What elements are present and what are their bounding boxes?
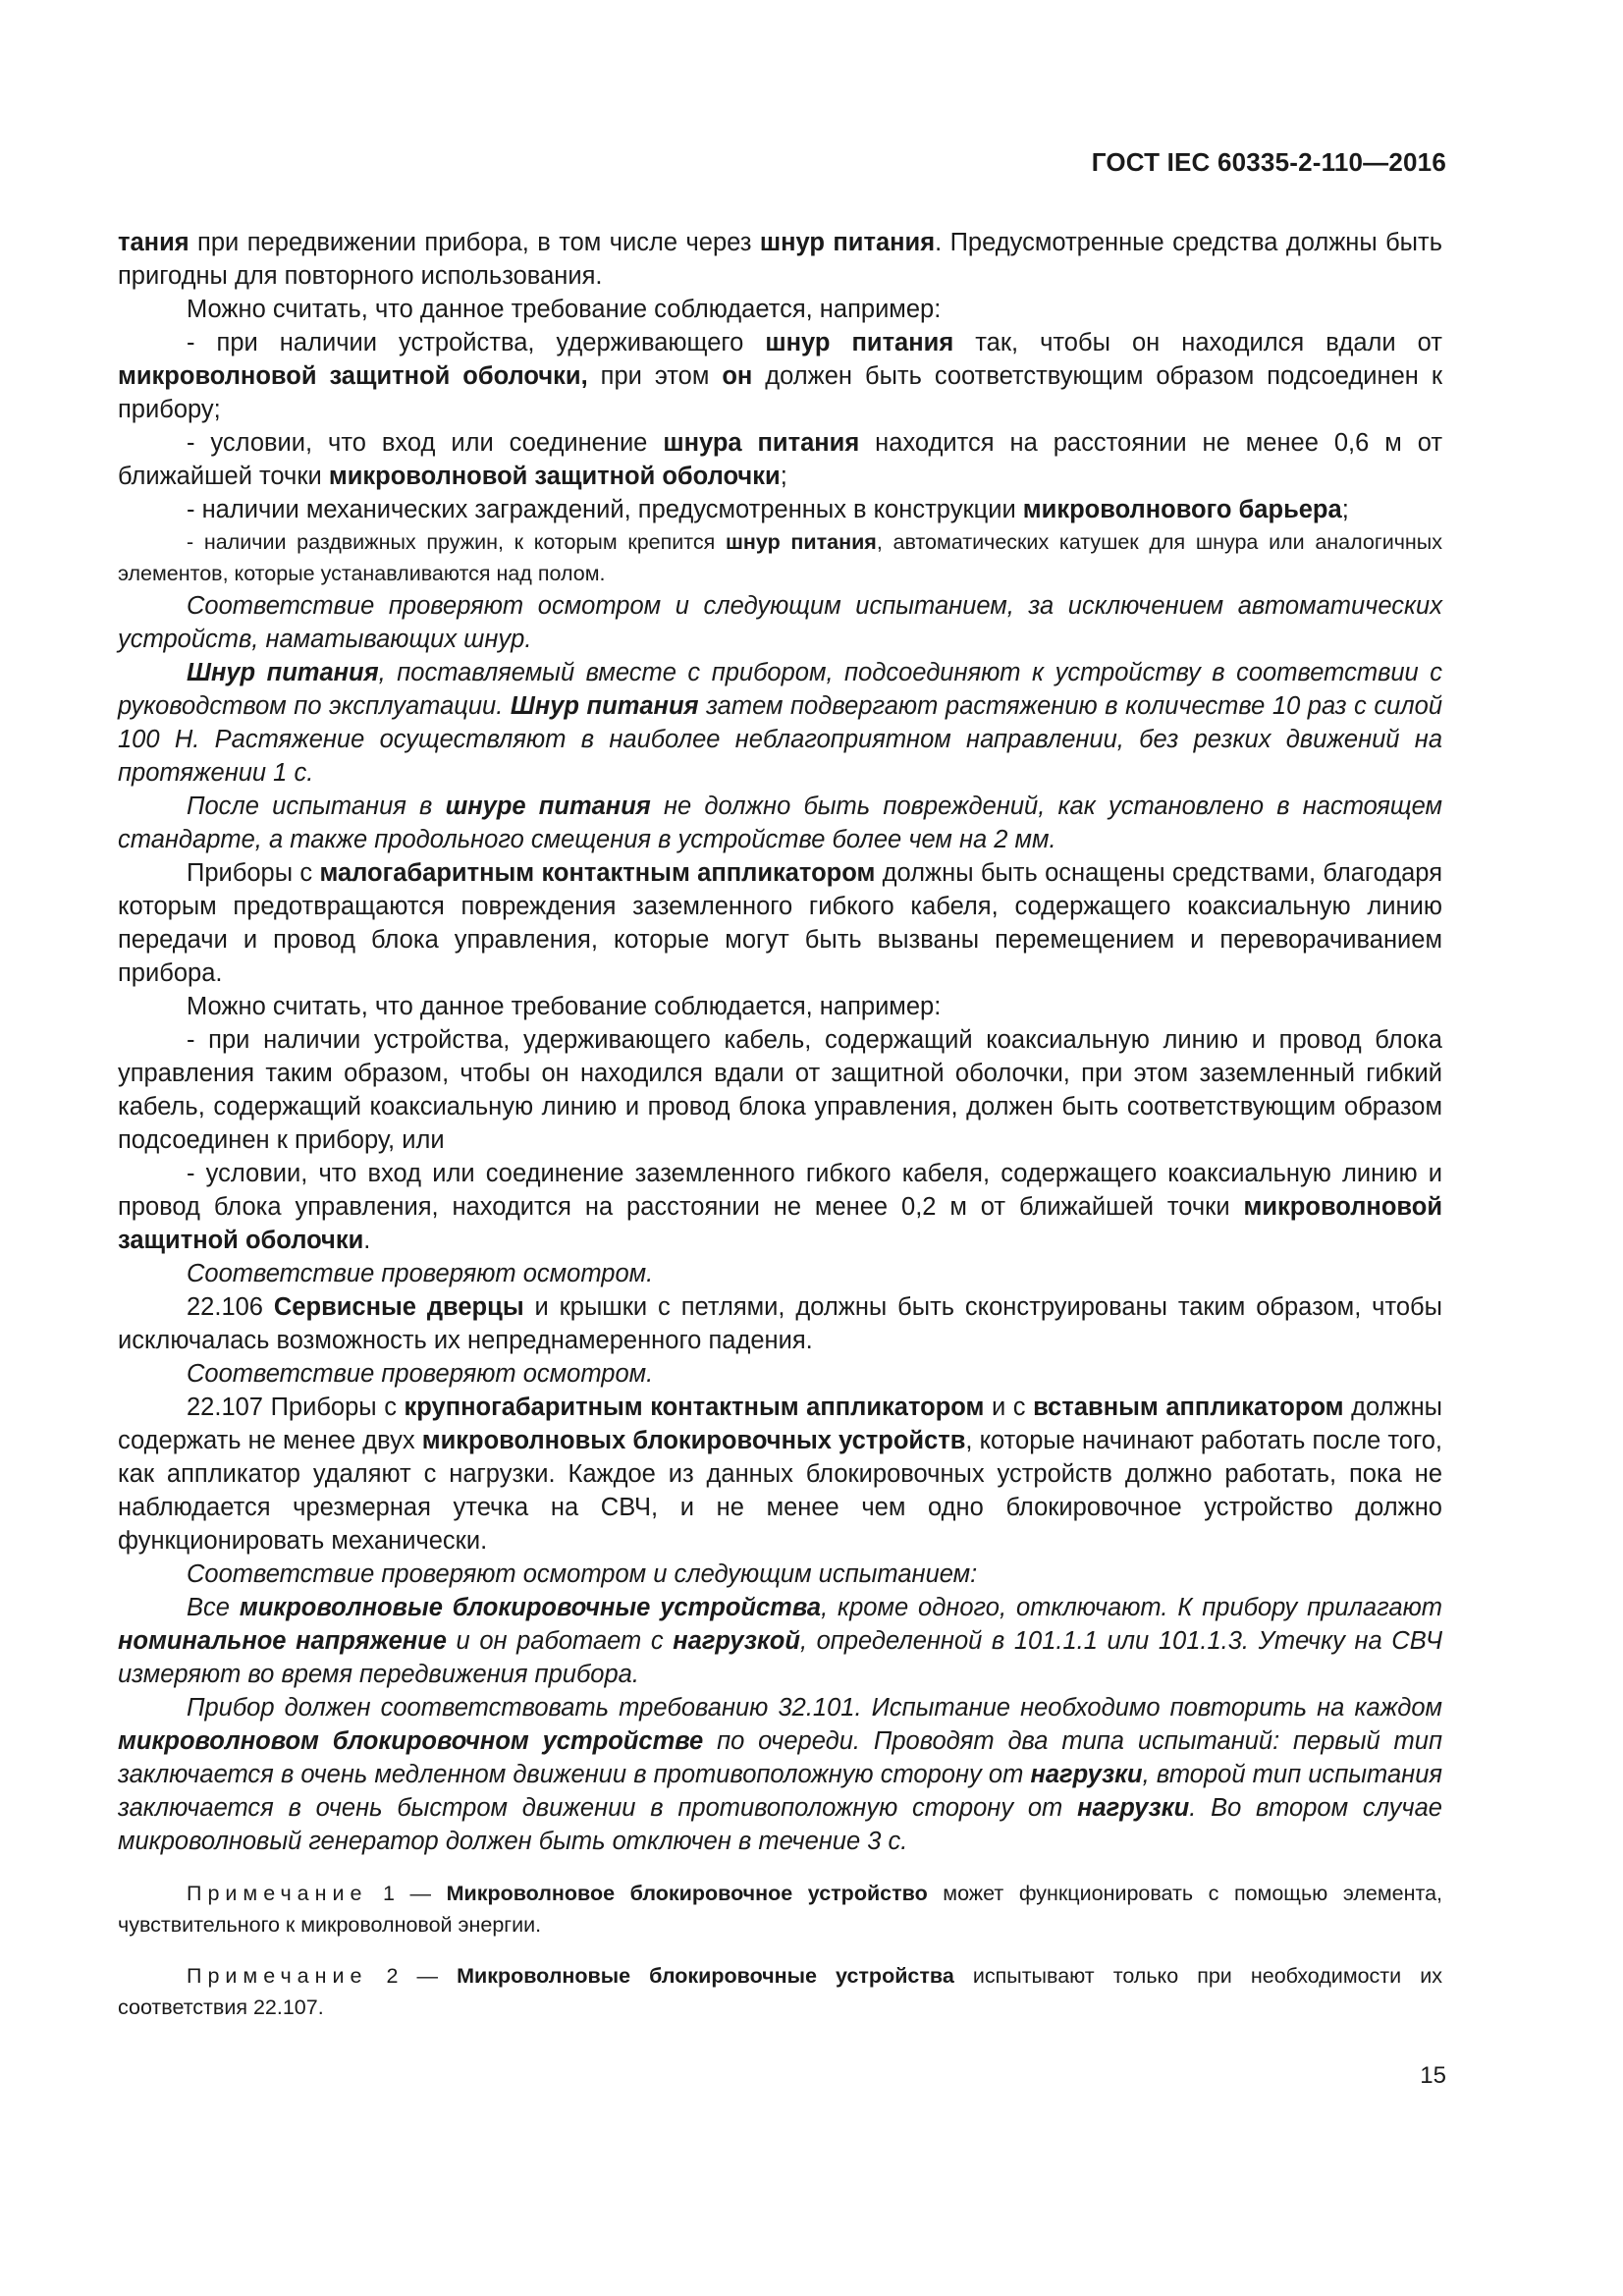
text-run: Можно считать, что данное требование соблюдается, например: [187, 993, 942, 1020]
text-run: , второй тип испытания заключается в очень быстром движении в противоположную сторону от [118, 1761, 1442, 1822]
text-run: так, чтобы он находился вдали от [953, 329, 1442, 356]
text-run: при этом [587, 362, 723, 390]
text-run: Соответствие проверяют осмотром и следующим испытанием: [187, 1560, 978, 1588]
paragraph [118, 1023, 1442, 1157]
bold-term: малогабаритным контактным аппликатором [319, 859, 876, 887]
bold-term: нагрузки [1030, 1761, 1143, 1788]
text-run: ; [1341, 496, 1349, 523]
text-run: , автоматических катушек для шнура или аналогичных элементов, которые устанавливаются над полом. [118, 530, 1442, 585]
bold-term: микроволновых блокировочных устройств [421, 1427, 966, 1454]
text-run: - при наличии устройства, удерживающего [187, 329, 766, 356]
text-run: После испытания в [187, 793, 446, 820]
paragraph [118, 856, 1442, 990]
text-run: Можно считать, что данное требование соблюдается, например: [187, 296, 942, 323]
bold-term: Шнур питания [187, 659, 379, 686]
text-run: может функционировать с помощью элемента, чувствительного к микроволновой энергии. [118, 1882, 1443, 1937]
note-label: Примечание [187, 1964, 368, 1988]
bold-term: номинальное напряжение [118, 1627, 447, 1655]
paragraph [118, 1290, 1442, 1357]
bold-term: микроволновой защитной оболочки [118, 1193, 1442, 1254]
text-run: испытывают только при необходимости их соответствия 22.107. [118, 1964, 1442, 2019]
text-run: , кроме одного, отключают. К прибору прилагают [821, 1594, 1442, 1621]
paragraph [118, 990, 1442, 1023]
text-run: и он работает с [446, 1627, 674, 1655]
bold-term: микроволновой защитной оболочки, [118, 362, 588, 390]
text-run: , определенной в 101.1.1 или 101.1.3. Утечку на СВЧ измеряют во время передвижения прибора. [118, 1627, 1442, 1688]
text-run: - наличии механических заграждений, предусмотренных в конструкции [187, 496, 1023, 523]
text-run: . Во втором случае микроволновый генератор должен быть отключен в течение 3 с. [118, 1794, 1442, 1855]
text-run: Приборы с [187, 859, 320, 887]
bold-term: шнура питания [663, 429, 860, 457]
document-header-code: ГОСТ IEC 60335-2-110—2016 [1091, 147, 1446, 177]
text-run: должны содержать не менее двух [118, 1394, 1442, 1454]
paragraph [118, 426, 1442, 493]
bold-term: шнур питания [765, 329, 954, 356]
notes-list [118, 1878, 1442, 2023]
paragraph [118, 1558, 1442, 1591]
paragraph [118, 589, 1442, 656]
paragraph [118, 1591, 1442, 1691]
text-run: 22.106 [187, 1293, 274, 1321]
text-run: 2 — [367, 1964, 458, 1988]
text-run: , которые начинают работать после того, как аппликатор удаляют с нагрузки. Каждое из данных блокировочных устройств должно работать, пока не наблюдается чрезмерная утечка на СВЧ, и не менее чем одно блокировочное устройство должно функционировать механически. [118, 1427, 1442, 1555]
bold-term: он [722, 362, 753, 390]
paragraph [118, 1257, 1442, 1290]
bold-term: крупногабаритным контактным аппликатором [404, 1394, 985, 1421]
paragraph [118, 790, 1442, 856]
text-run: и с [984, 1394, 1034, 1421]
paragraph [118, 1357, 1442, 1391]
bold-term: Микроволновое блокировочное устройство [446, 1882, 928, 1905]
text-run: не должно быть повреждений, как установлено в настоящем стандарте, а также продольного смещения в устройстве более чем на 2 мм. [118, 793, 1442, 853]
text-run: . Предусмотренные средства должны быть пригодны для повторного использования. [118, 229, 1442, 290]
paragraph [118, 293, 1442, 326]
text-run: , поставляемый вместе с прибором, подсоединяют к устройству в соответствии с руководством по эксплуатации. [118, 659, 1442, 720]
paragraph [118, 1691, 1442, 1858]
bold-term: шнур питания [759, 229, 936, 256]
paragraph [118, 1391, 1442, 1558]
page-number: 15 [1420, 2062, 1446, 2089]
bold-term: Микроволновые блокировочные устройства [457, 1964, 954, 1988]
bold-term: нагрузки [1077, 1794, 1190, 1822]
note-label: Примечание [187, 1882, 368, 1905]
text-run: находится на расстоянии не менее 0,6 м от ближайшей точки [118, 429, 1442, 490]
text-run: Соответствие проверяют осмотром и следующим испытанием, за исключением автоматических устройств, наматывающих шнур. [118, 592, 1442, 653]
text-run: . [363, 1227, 371, 1254]
paragraph-list [118, 226, 1442, 1858]
paragraph [118, 226, 1442, 293]
paragraph [118, 656, 1442, 790]
text-run: Соответствие проверяют осмотром. [187, 1360, 654, 1388]
text-run: - условии, что вход или соединение [187, 429, 664, 457]
text-run: должны быть оснащены средствами, благодаря которым предотвращаются повреждения заземленного гибкого кабеля, содержащего коаксиальную линию передачи и провод блока управления, которые могут быть вызваны перемещением и переворачиванием прибора. [118, 859, 1443, 987]
text-run: и крышки с петлями, должны быть сконструированы таким образом, чтобы исключалась возможность их непреднамеренного падения. [118, 1293, 1442, 1354]
paragraph [118, 326, 1442, 426]
note-paragraph [118, 1878, 1442, 1941]
text-run: Соответствие проверяют осмотром. [187, 1260, 654, 1287]
bold-term: тания [118, 229, 189, 256]
text-run: 1 — [367, 1882, 447, 1905]
bold-term: Шнур питания [510, 692, 699, 720]
text-run: Все [187, 1594, 240, 1621]
text-run: ; [780, 463, 787, 490]
text-run: должен быть соответствующим образом подсоединен к прибору; [118, 362, 1443, 423]
paragraph [118, 526, 1442, 589]
bold-term: микроволнового барьера [1022, 496, 1342, 523]
text-run: 22.107 Приборы с [187, 1394, 405, 1421]
text-run: - при наличии устройства, удерживающего кабель, содержащий коаксиальную линию и провод блока управления таким образом, чтобы он находился вдали от защитной оболочки, при этом заземленный гибкий кабель, содержащий коаксиальную линию и провод блока управления, должен быть соответствующим образом подсоединен к прибору, или [118, 1026, 1442, 1154]
document-body [118, 226, 1442, 2023]
bold-term: микроволновом блокировочном устройстве [118, 1727, 704, 1755]
text-run: - условии, что вход или соединение заземленного гибкого кабеля, содержащего коаксиальную линию и провод блока управления, находится на расстоянии не менее 0,2 м от ближайшей точки [118, 1160, 1442, 1221]
bold-term: Сервисные дверцы [273, 1293, 524, 1321]
bold-term: шнур питания [726, 530, 877, 554]
text-run: - наличии раздвижных пружин, к которым крепится [187, 530, 726, 554]
text-run: затем подвергают растяжению в количестве 10 раз с силой 100 Н. Растяжение осуществляют в наиболее неблагоприятном направлении, без резких движений на протяжении 1 с. [118, 692, 1442, 787]
bold-term: шнуре питания [445, 793, 651, 820]
text-run: Прибор должен соответствовать требованию 32.101. Испытание необходимо повторить на каждом [187, 1694, 1442, 1722]
bold-term: микроволновые блокировочные устройства [239, 1594, 822, 1621]
bold-term: микроволновой защитной оболочки [328, 463, 781, 490]
paragraph [118, 493, 1442, 526]
bold-term: нагрузкой [673, 1627, 800, 1655]
note-paragraph [118, 1960, 1442, 2023]
paragraph [118, 1157, 1442, 1257]
text-run: по очереди. Проводят два типа испытаний: первый тип заключается в очень медленном движении в противоположную сторону от [118, 1727, 1443, 1788]
text-run: при передвижении прибора, в том числе через [189, 229, 760, 256]
bold-term: вставным аппликатором [1033, 1394, 1344, 1421]
